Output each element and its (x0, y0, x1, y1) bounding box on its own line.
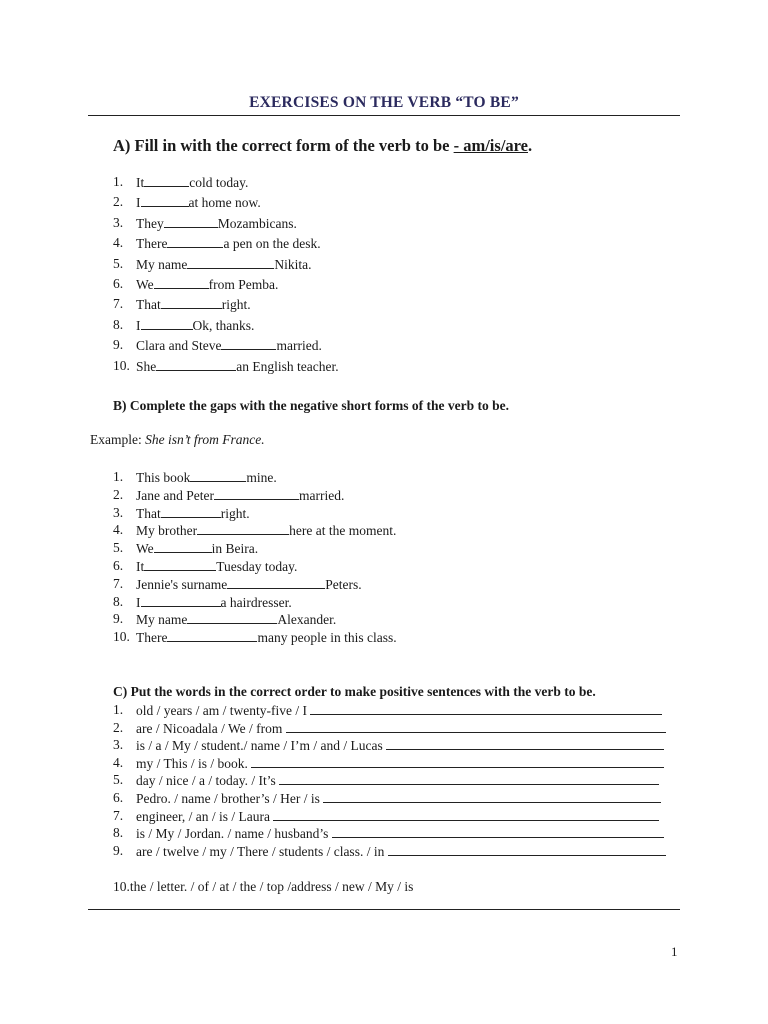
answer-line[interactable] (332, 825, 664, 838)
answer-blank[interactable] (167, 629, 257, 642)
item-number: 4. (113, 754, 124, 770)
item-text-before: Jane and Peter (136, 487, 214, 503)
answer-blank[interactable] (161, 505, 221, 518)
item-text (136, 358, 339, 375)
item-text (136, 296, 251, 313)
item-text-before: That (136, 505, 161, 521)
section-a-heading (113, 136, 532, 156)
item-scrambled-words: is / a / My / student./ name / I’m / and / Lucas (136, 738, 387, 754)
item-number: 8. (113, 825, 124, 841)
answer-blank[interactable] (156, 358, 236, 371)
item-text-after: married. (298, 487, 345, 503)
item-number: 2. (113, 719, 124, 735)
section-c-heading: C) Put the words in the correct order to make positive sentences with the verb to be. (113, 684, 596, 699)
item-text (136, 469, 277, 486)
item-number: 3. (113, 504, 124, 520)
answer-blank[interactable] (227, 576, 325, 589)
answer-blank[interactable] (144, 174, 189, 187)
answer-line[interactable] (273, 808, 659, 821)
answer-line[interactable] (286, 720, 666, 733)
item-scrambled-words: old / years / am / twenty-five / I (136, 703, 311, 718)
item-text (136, 256, 312, 273)
answer-line[interactable] (251, 755, 664, 768)
item-text-before: It (136, 558, 145, 574)
item-text-before: That (136, 297, 161, 313)
item-scrambled-words: engineer, / an / is / Laura (136, 808, 274, 824)
item-text-before: She (136, 358, 157, 374)
answer-blank[interactable] (187, 611, 277, 624)
answer-blank[interactable] (161, 296, 222, 309)
item-number: 1. (113, 174, 124, 189)
item-text-before: I (136, 195, 141, 211)
item-number: 7. (113, 296, 124, 312)
item-scrambled-words: my / This / is / book. (136, 755, 252, 771)
item-text-after: Tuesday today. (216, 558, 298, 574)
item-text (136, 825, 664, 842)
item-text-before: We (136, 541, 154, 557)
item-text-before: This book (136, 470, 191, 485)
answer-blank[interactable] (141, 594, 221, 607)
item-text (136, 540, 258, 557)
item-number: 5. (113, 772, 124, 788)
item-number: 2. (113, 194, 124, 210)
example-text: She isn’t from France. (145, 432, 265, 447)
item-text (136, 576, 362, 593)
item-scrambled-words: Pedro. / name / brother’s / Her / is (136, 790, 324, 806)
answer-blank[interactable] (167, 235, 223, 248)
item-text (136, 194, 261, 211)
item-text-after: married. (276, 338, 322, 354)
section-a-heading-verbs: - am/is/are (453, 136, 528, 155)
item-number: 6. (113, 275, 124, 291)
item-text-before: My name (136, 612, 188, 628)
answer-line[interactable] (386, 737, 664, 750)
item-text-before: There (136, 236, 168, 252)
item-text-after: an English teacher. (236, 358, 339, 374)
item-text (136, 337, 322, 354)
item-text (136, 215, 297, 232)
item-text (136, 720, 666, 737)
item-number: 3. (113, 214, 124, 230)
item-scrambled-words: are / twelve / my / There / students / class. / in (136, 843, 388, 859)
item-text (136, 772, 659, 789)
item-number: 1. (113, 469, 124, 484)
item-number: 6. (113, 789, 124, 805)
item-text-after: right. (220, 505, 250, 521)
item-text-after: mine. (246, 470, 277, 485)
item-number: 9. (113, 842, 124, 858)
document-title: EXERCISES ON THE VERB “TO BE” (249, 94, 519, 111)
item-text-after: a pen on the desk. (223, 236, 321, 252)
item-number: 10. (113, 357, 130, 373)
item-text (136, 594, 292, 611)
item-number: 8. (113, 593, 124, 609)
answer-blank[interactable] (141, 194, 189, 207)
item-scrambled-words: day / nice / a / today. / It’s (136, 773, 280, 789)
answer-blank[interactable] (141, 317, 193, 330)
top-divider (88, 115, 680, 116)
answer-blank[interactable] (144, 558, 216, 571)
item-text (136, 235, 321, 252)
answer-line[interactable] (310, 702, 662, 715)
item-text-after: at home now. (188, 195, 261, 211)
item-number: 4. (113, 235, 124, 251)
item-text-after: Nikita. (274, 256, 312, 272)
section-b-example (90, 432, 265, 448)
answer-blank[interactable] (214, 487, 299, 500)
item-text (136, 702, 662, 719)
item-text-after: many people in this class. (257, 630, 397, 646)
item-text (136, 487, 344, 504)
section-c-item-10: 10.the / letter. / of / at / the / top /address / new / My / is (113, 879, 414, 894)
item-text-before: My brother (136, 523, 198, 539)
item-number: 3. (113, 737, 124, 753)
item-text-before: There (136, 630, 168, 646)
item-scrambled-words: is / My / Jordan. / name / husband’s (136, 826, 332, 842)
item-text-before: We (136, 276, 154, 292)
item-number: 9. (113, 611, 124, 627)
section-b-heading: B) Complete the gaps with the negative short forms of the verb to be. (113, 398, 509, 413)
item-text-after: a hairdresser. (220, 594, 292, 610)
item-number: 7. (113, 575, 124, 591)
item-text-after: Peters. (325, 576, 362, 592)
answer-line[interactable] (388, 843, 666, 856)
item-text-after: cold today. (189, 175, 249, 190)
item-text-before: I (136, 594, 141, 610)
item-number: 10. (113, 629, 130, 645)
item-number: 2. (113, 486, 124, 502)
item-text-after: here at the moment. (289, 523, 397, 539)
item-text (136, 558, 297, 575)
answer-blank[interactable] (221, 337, 276, 350)
item-text (136, 790, 661, 807)
item-text (136, 737, 664, 754)
bottom-divider (88, 909, 680, 910)
item-text (136, 276, 278, 293)
item-scrambled-words: are / Nicoadala / We / from (136, 720, 286, 736)
item-text (136, 843, 666, 860)
item-text (136, 629, 397, 646)
item-text-before: It (136, 175, 145, 190)
section-a-heading-end: . (528, 136, 533, 155)
item-text-before: They (136, 215, 164, 231)
answer-blank[interactable] (154, 540, 212, 553)
answer-blank[interactable] (197, 522, 289, 535)
item-text-after: right. (221, 297, 251, 313)
item-text-before: Jennie's surname (136, 576, 228, 592)
item-text (136, 317, 254, 334)
item-text (136, 505, 250, 522)
item-text-after: Alexander. (277, 612, 337, 628)
answer-blank[interactable] (190, 469, 246, 482)
item-text-after: Ok, thanks. (192, 317, 255, 333)
item-text-before: My name (136, 256, 188, 272)
item-number: 4. (113, 522, 124, 538)
section-a-heading-text: A) Fill in with the correct form of the verb to be (113, 136, 454, 155)
example-label: Example: (90, 432, 146, 447)
item-number: 6. (113, 557, 124, 573)
item-text-after: in Beira. (211, 541, 259, 557)
item-text (136, 522, 396, 539)
item-number: 7. (113, 807, 124, 823)
item-number: 5. (113, 255, 124, 271)
item-number: 5. (113, 540, 124, 556)
page-number: 1 (671, 944, 678, 959)
item-text-after: Mozambicans. (217, 215, 297, 231)
answer-line[interactable] (323, 790, 661, 803)
item-number: 8. (113, 316, 124, 332)
item-number: 1. (113, 702, 124, 717)
item-text-before: Clara and Steve (136, 338, 222, 354)
answer-blank[interactable] (154, 276, 209, 289)
item-text (136, 808, 659, 825)
answer-line[interactable] (279, 772, 659, 785)
answer-blank[interactable] (164, 215, 218, 228)
item-number: 9. (113, 337, 124, 353)
item-text-before: I (136, 317, 141, 333)
answer-blank[interactable] (187, 256, 274, 269)
item-text-after: from Pemba. (208, 276, 279, 292)
item-text (136, 611, 336, 628)
item-text (136, 755, 664, 772)
item-text (136, 174, 248, 191)
